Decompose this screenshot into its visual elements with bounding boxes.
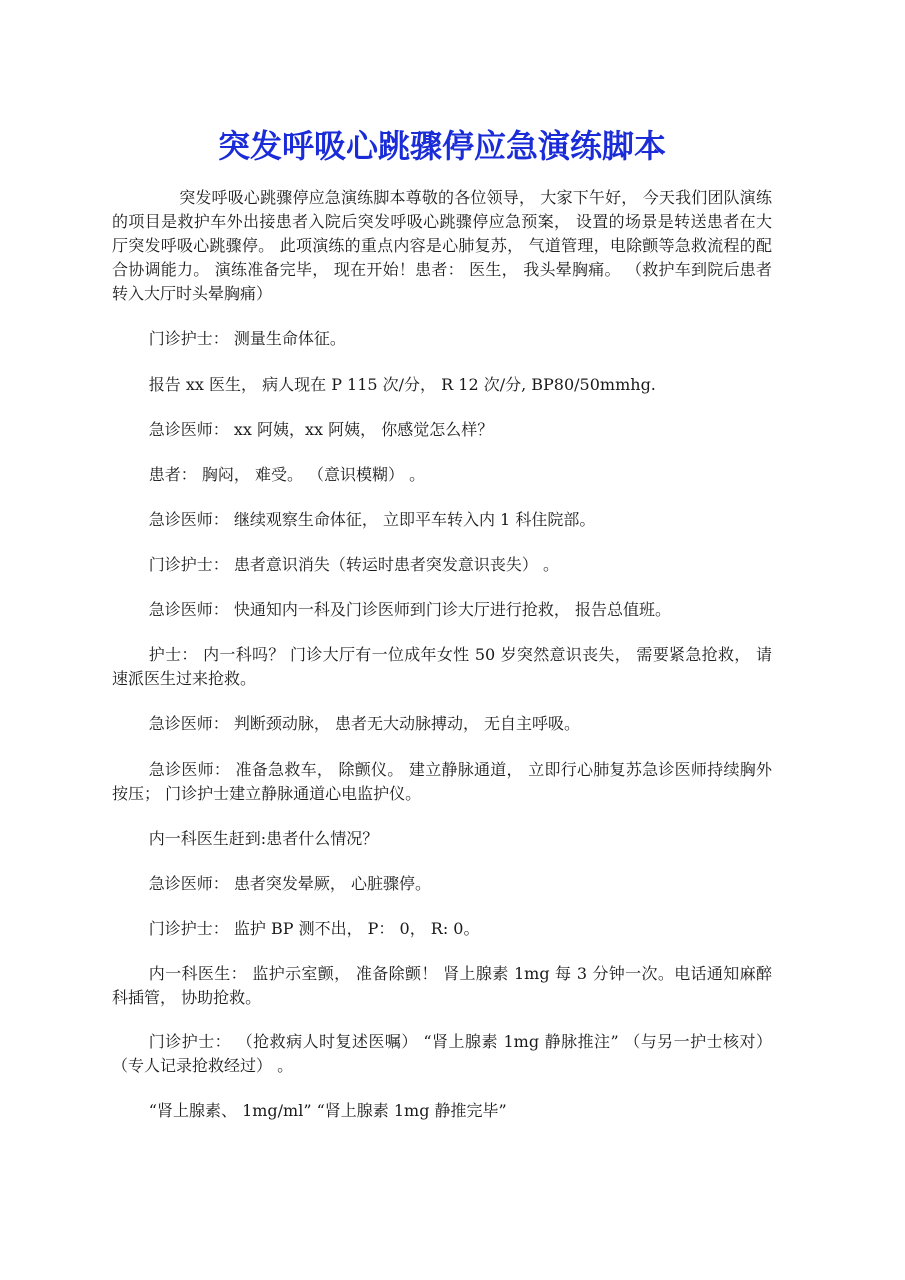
paragraph: 门诊护士： 测量生命体征。 — [148, 329, 346, 348]
document-page — [112, 0, 772, 1280]
paragraph: 患者： 胸闷， 难受。 （意识模糊） 。 — [148, 465, 426, 484]
paragraph: “肾上腺素、 1mg/ml” “肾上腺素 1mg 静推完毕” — [148, 1101, 507, 1120]
paragraph: 报告 xx 医生， 病人现在 P 115 次/分， R 12 次/分, BP80/50mmhg. — [148, 375, 656, 394]
paragraph: 内一科医生赶到:患者什么情况？ — [148, 829, 379, 848]
document-title: 突发呼吸心跳骤停应急演练脚本 — [217, 127, 666, 165]
paragraph: 门诊护士： 患者意识消失（转运时患者突发意识丧失） 。 — [148, 555, 559, 574]
paragraph: 内一科医生： 监护示室颤， 准备除颤！ 肾上腺素 1mg 每 3 分钟一次。电话通知麻醉科插管， 协助抢救。 — [112, 964, 772, 1007]
paragraph: 急诊医师： 继续观察生命体征， 立即平车转入内 1 科住院部。 — [148, 510, 596, 529]
paragraph: 护士： 内一科吗？ 门诊大厅有一位成年女性 50 岁突然意识丧失， 需要紧急抢救， 请速派医生过来抢救。 — [112, 645, 772, 688]
paragraph: 急诊医师： 快通知内一科及门诊医师到门诊大厅进行抢救， 报告总值班。 — [148, 600, 671, 619]
paragraph: 门诊护士： （抢救病人时复述医嘱） “肾上腺素 1mg 静脉推注” （与另一护士核对） （专人记录抢救经过） 。 — [112, 1032, 772, 1075]
paragraph: 门诊护士： 监护 BP 测不出， P： 0， R: 0。 — [148, 919, 480, 938]
paragraph: 急诊医师： 判断颈动脉， 患者无大动脉搏动， 无自主呼吸。 — [148, 714, 581, 733]
paragraph-intro: 突发呼吸心跳骤停应急演练脚本尊敬的各位领导， 大家下午好， 今天我们团队演练的项目是救护车外出接患者入院后突发呼吸心跳骤停应急预案， 设置的场景是转送患者在大厅突发呼吸心跳骤停。 此项演练的重点内容是心肺复苏， 气道管理，电除颤等急救流程的配合协调能力。 演练准备完毕， 现在开始！患者： 医生， 我头晕胸痛。 （救护车到院后患者转入大厅时头晕胸痛） — [112, 188, 772, 303]
paragraph: 急诊医师： 准备急救车， 除颤仪。 建立静脉通道， 立即行心肺复苏急诊医师持续胸外按压； 门诊护士建立静脉通道心电监护仪。 — [112, 760, 772, 803]
paragraph: 急诊医师： xx 阿姨，xx 阿姨， 你感觉怎么样？ — [148, 420, 494, 439]
paragraph: 急诊医师： 患者突发晕厥， 心脏骤停。 — [148, 874, 431, 893]
